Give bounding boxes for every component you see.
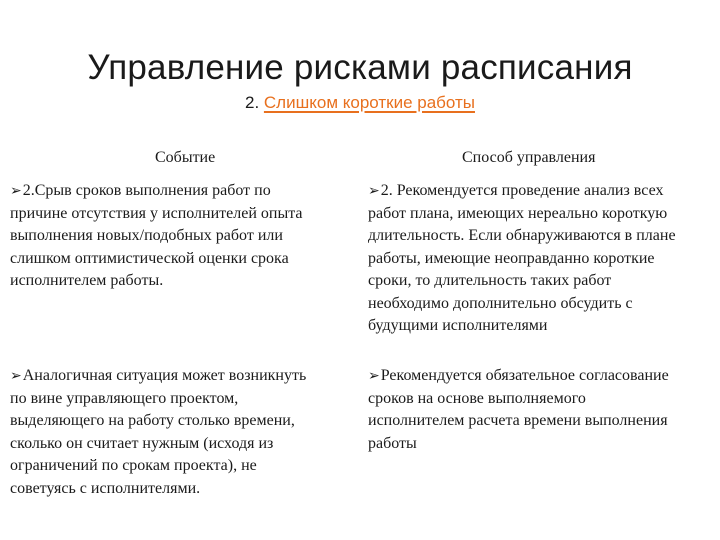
arrow-bullet-icon: ➢: [10, 183, 22, 199]
subtitle-accent: Слишком короткие работы: [263, 93, 475, 112]
arrow-bullet-icon: ➢: [10, 368, 22, 384]
row-2-event-line-3: выделяющего на работу столько времени,: [10, 412, 295, 429]
slide-title: Управление рисками расписания: [87, 48, 633, 87]
row-1-management-line-2: работ плана, имеющих нереально короткую: [368, 204, 668, 222]
row-2-management-line-4: работы: [368, 434, 417, 452]
subtitle-number: 2.: [245, 93, 264, 112]
arrow-bullet-icon: ➢: [368, 368, 380, 384]
row-1-event-line-2: причине отсутствия у исполнителей опыта: [10, 204, 303, 222]
row-1-management-cell: [368, 180, 720, 338]
row-2-management-line-3: исполнителем расчета времени выполнения: [368, 412, 668, 429]
row-2-event-line-5: ограничений по срокам проекта), не: [10, 457, 257, 474]
row-1-event-line-3: выполнения новых/подобных работ или: [10, 227, 283, 244]
row-2-event-line-1: ➢Аналогичная ситуация может возникнуть: [10, 367, 307, 384]
row-2-event-cell: [10, 365, 362, 500]
row-2-management-line-1: ➢Рекомендуется обязательное согласование: [368, 367, 669, 384]
row-1-management-line-6: необходимо дополнительно обсудить с: [368, 294, 633, 312]
row-1-management-line-7: будущими исполнителями: [368, 317, 548, 334]
row-2-management-line-2: сроков на основе выполняемого: [368, 389, 586, 407]
row-1-management-line-1: ➢2. Рекомендуется проведение анализ всех: [368, 182, 664, 199]
column-header-management: Способ управления: [462, 149, 596, 166]
row-2-management-cell: [368, 365, 720, 455]
row-1-event-cell: [10, 180, 362, 293]
row-1-event-line-1: ➢2.Срыв сроков выполнения работ по: [10, 182, 271, 199]
row-1-management-line-5: сроки, то длительность таких работ: [368, 272, 612, 289]
row-2-event-line-2: по вине управляющего проектом,: [10, 389, 239, 407]
row-1-event-line-5: исполнителем работы.: [10, 272, 164, 289]
arrow-bullet-icon: ➢: [368, 183, 380, 199]
row-1-management-line-4: работы, имеющие неоправданно короткие: [368, 249, 655, 267]
slide-subtitle: [0, 91, 720, 115]
column-header-event: Событие: [155, 149, 216, 166]
row-2-event-line-4: сколько он считает нужным (исходя из: [10, 434, 274, 452]
row-2-event-line-6: советуясь с исполнителями.: [10, 479, 201, 497]
row-1-management-line-3: длительность. Если обнаруживаются в плане: [368, 227, 676, 244]
row-1-event-line-4: слишком оптимистической оценки срока: [10, 249, 289, 267]
